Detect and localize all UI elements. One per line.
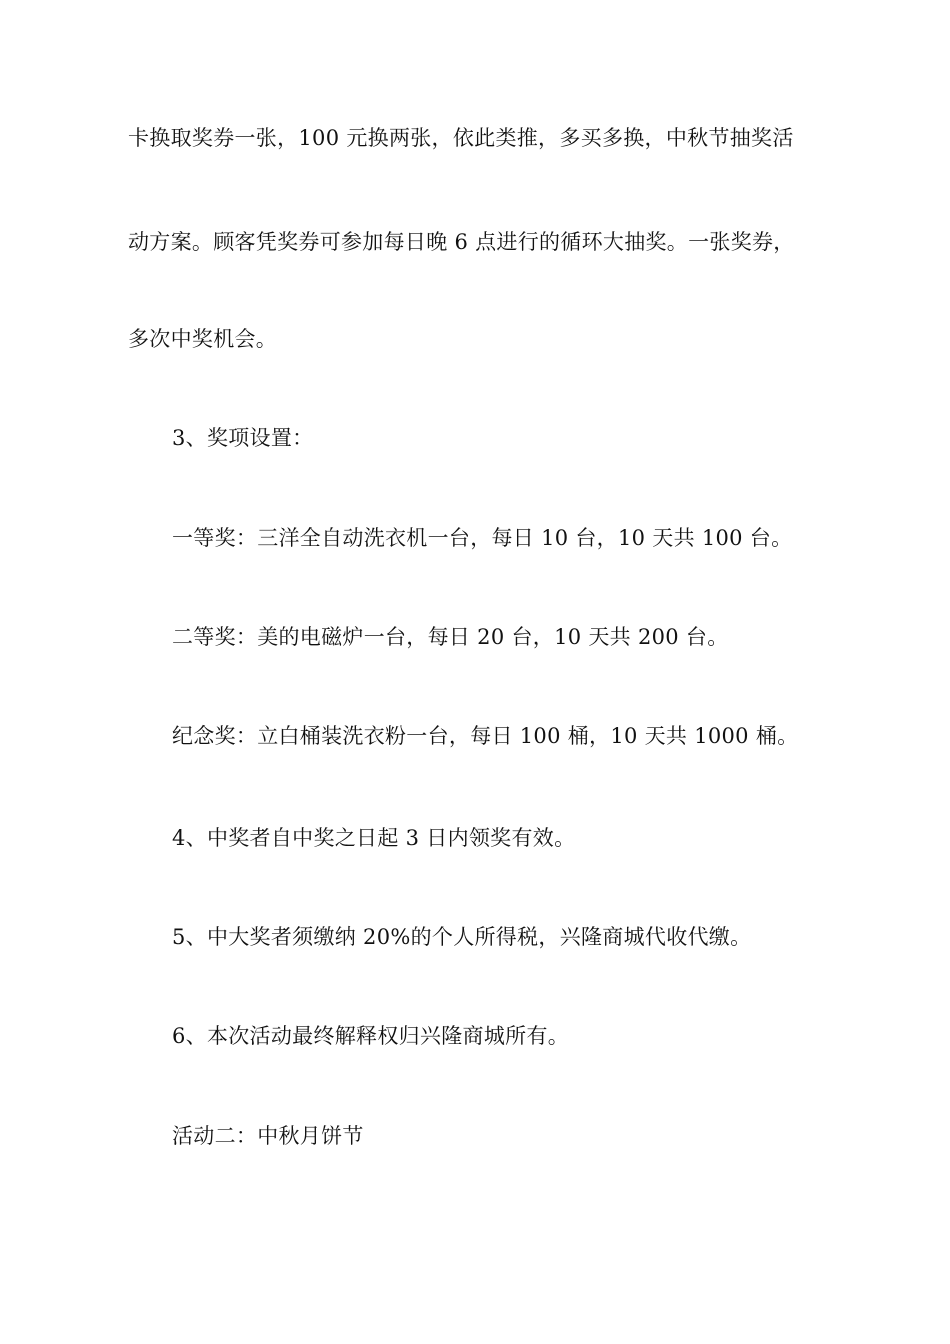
activity-two-heading: 活动二：中秋月饼节 bbox=[172, 1124, 364, 1148]
rule-line-5: 5、中大奖者须缴纳 20%的个人所得税，兴隆商城代收代缴。 bbox=[172, 925, 752, 949]
souvenir-prize-line: 纪念奖：立白桶装洗衣粉一台，每日 100 桶，10 天共 1000 桶。 bbox=[172, 724, 799, 748]
rule-line-4: 4、中奖者自中奖之日起 3 日内领奖有效。 bbox=[172, 826, 576, 850]
rule-line-6: 6、本次活动最终解释权归兴隆商城所有。 bbox=[172, 1024, 570, 1048]
first-prize-line: 一等奖：三洋全自动洗衣机一台，每日 10 台，10 天共 100 台。 bbox=[172, 526, 793, 550]
paragraph-line: 多次中奖机会。 bbox=[128, 327, 278, 351]
paragraph-line: 动方案。顾客凭奖券可参加每日晚 6 点进行的循环大抽奖。一张奖券， bbox=[128, 230, 795, 254]
second-prize-line: 二等奖：美的电磁炉一台，每日 20 台，10 天共 200 台。 bbox=[172, 625, 729, 649]
section-heading-prize-settings: 3、奖项设置： bbox=[172, 426, 314, 450]
paragraph-line: 卡换取奖券一张，100 元换两张，依此类推，多买多换，中秋节抽奖活 bbox=[128, 126, 794, 150]
